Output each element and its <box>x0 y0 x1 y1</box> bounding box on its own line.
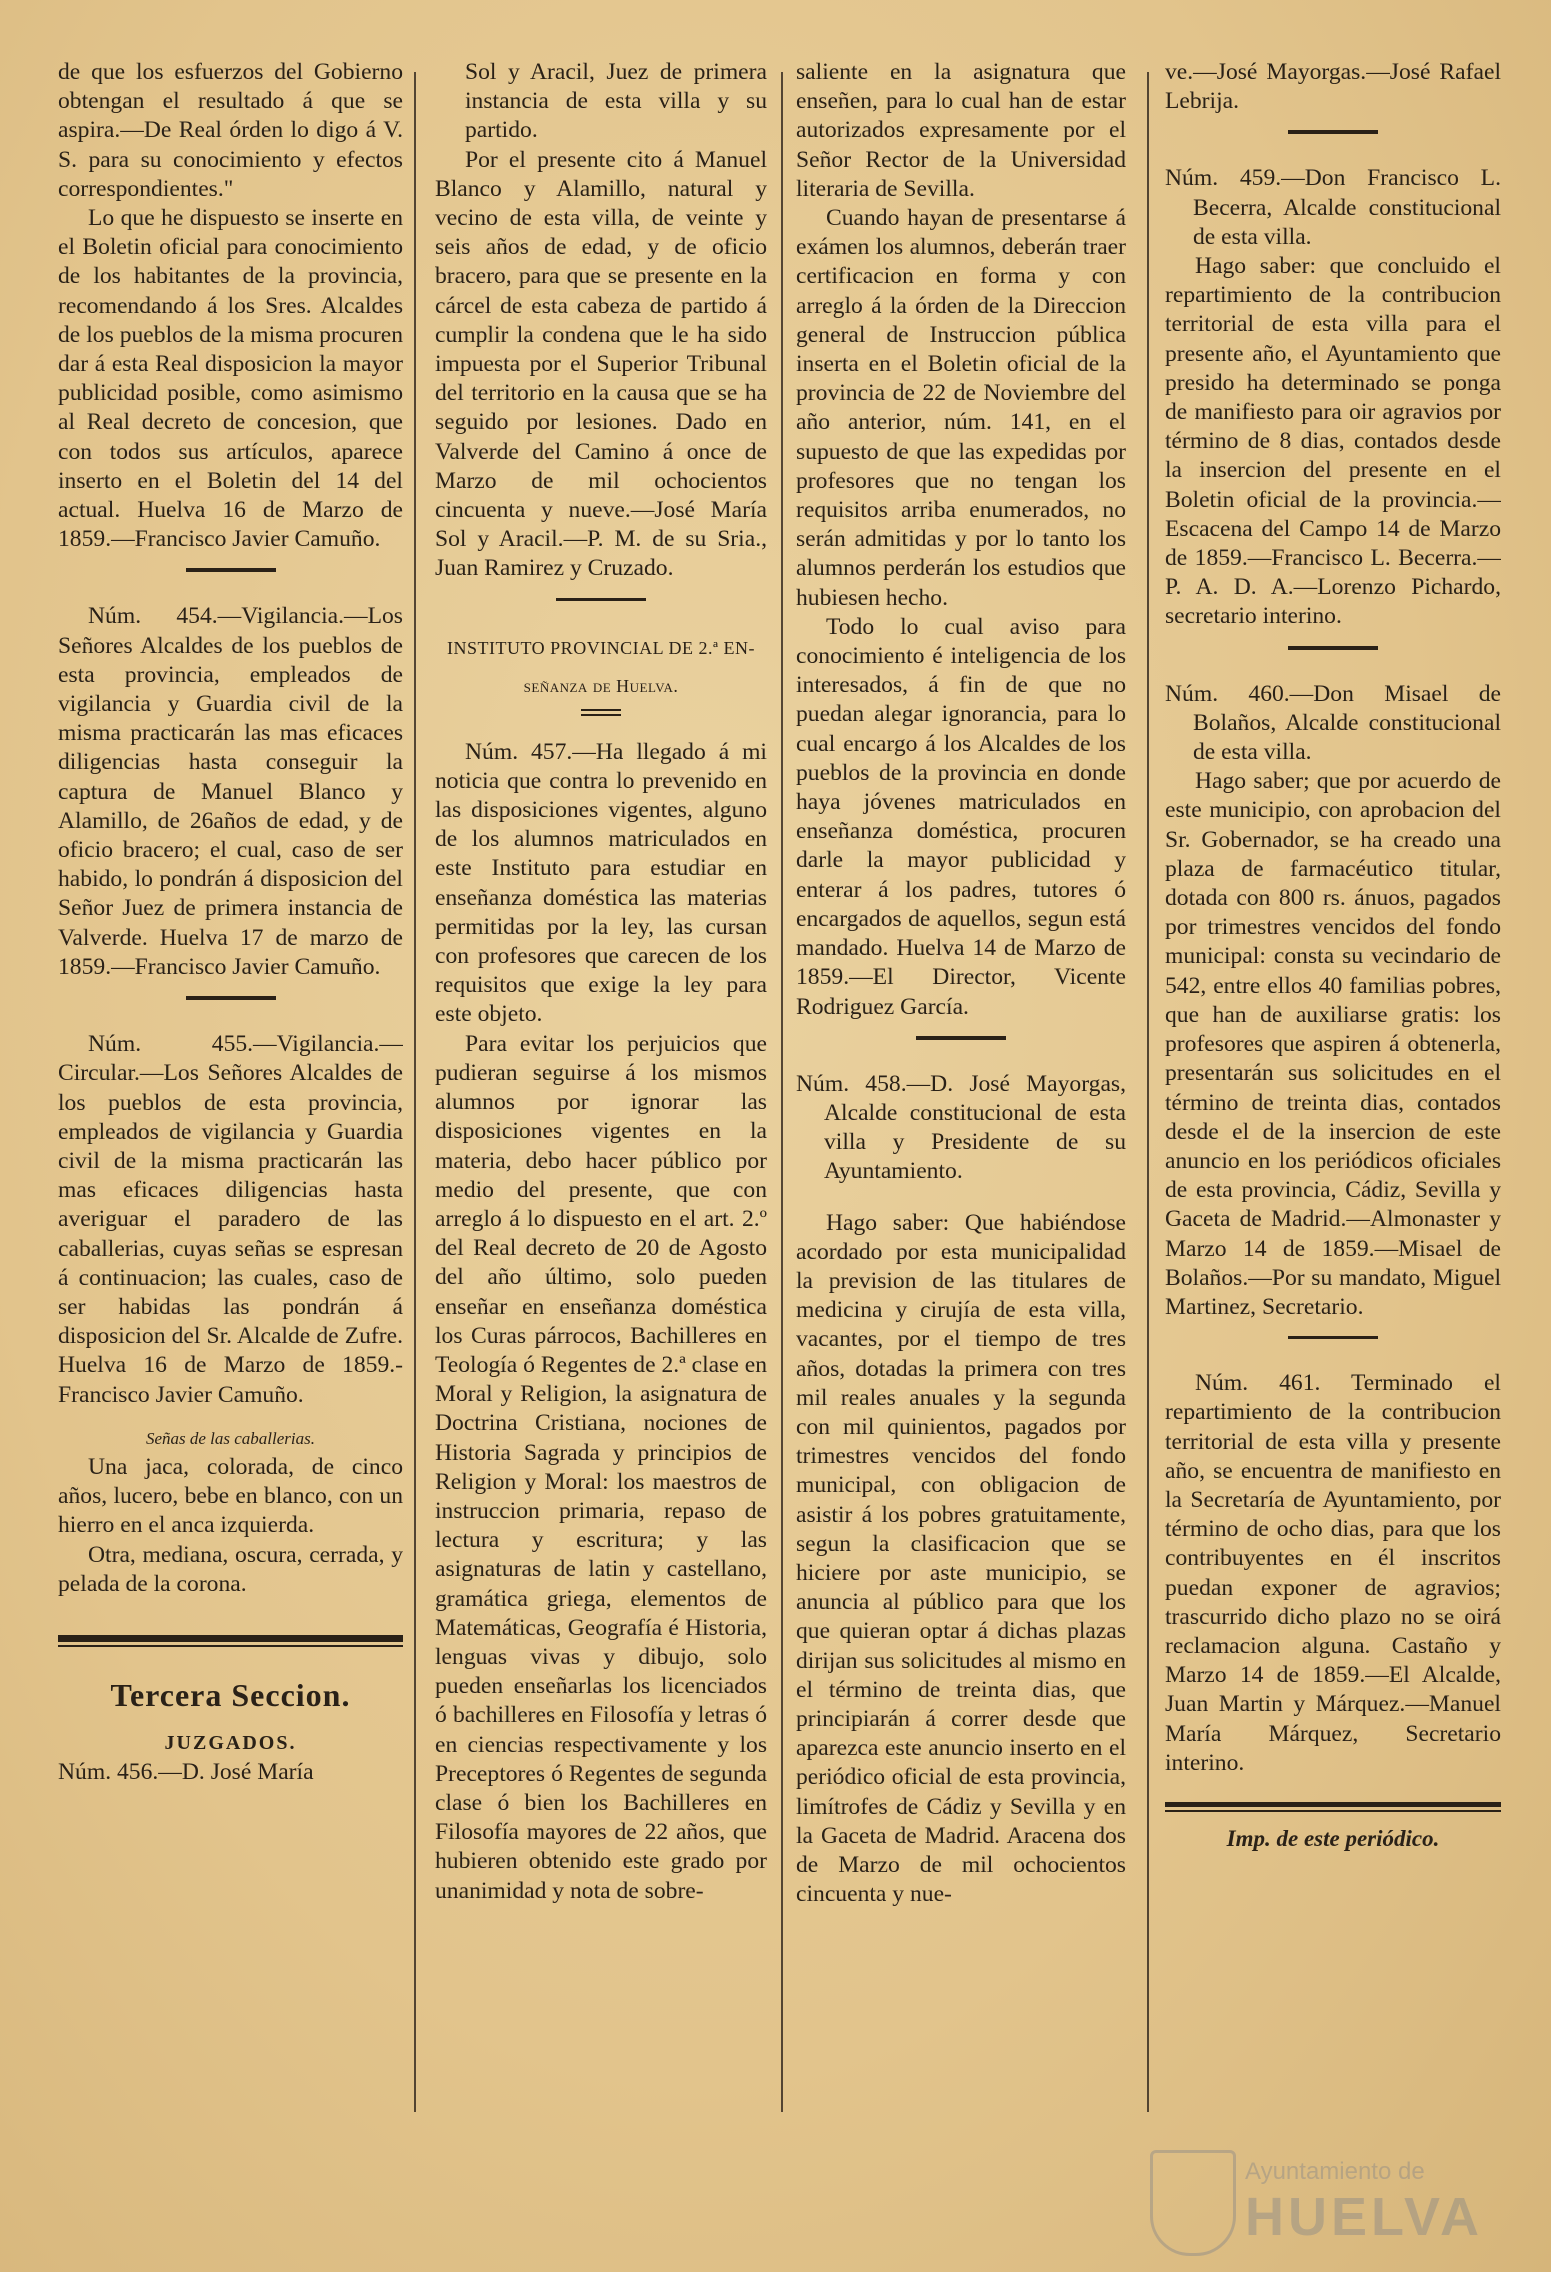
notice-461: Núm. 461. Terminado el repartimiento de la contribucion territorial de esta villa y presente año, se encuentra de manifiesto en la Secretaría de Ayuntamiento, por término de ocho dias, para que los contribuyentes en él inscritos puedan exponer de agravios; trascurrido dicho plazo no se oirá reclamacion alguna. Castaño y Marzo 14 de 1859.—El Alcalde, Juan Martin y Márquez.—Manuel María Márquez, Secretario interino. <box>1165 1370 1501 1776</box>
paragraph: Por el presente cito á Manuel Blanco y Alamillo, natural y vecino de esta villa, de veinte y seis años de edad, y de oficio bracero, para que se presente en la cárcel de esta cabeza de partido á cumplir la condena que le ha sido impuesta por el Superior Tribunal del territorio en la causa que se ha seguido por lesiones. Dado en Valverde del Camino á once de Marzo de mil ochocientos cincuenta y nueve.—José María Sol y Aracil.—P. M. de su Sria., Juan Ramirez y Cruzado. <box>435 146 767 582</box>
paragraph: Para evitar los perjuicios que pudieran seguirse á los mismos alumnos por ignorar las disposiciones vigentes en la materia, debo hacer público por medio del presente, que con arreglo á lo dispuesto en el art. 2.º del Real decreto de 20 de Agosto del año último, solo pueden enseñar en enseñanza doméstica los Curas párrocos, Bachilleres en Teología ó Regentes de 2.ª clase en Moral y Religion, la asignatura de Doctrina Cristiana, nociones de Historia Sagrada y principios de Religion y Moral: los maestros de instruccion primaria, repaso de lectura y escritura; y las asignaturas de latin y castellano, gramática griega, elementos de Matemáticas, Geografía é Historia, lenguas vivas y dibujo, solo pueden enseñarlas los licenciados ó bachilleres en Filosofía y letras ó en ciencias respectivamente y los Preceptores ó Regentes de segunda clase ó bien los Bachilleres en Filosofía mayores de 22 años, que hubieren obtenido este grado por unanimidad y nota de sobre- <box>435 1030 767 1904</box>
paragraph: Otra, mediana, oscura, cerrada, y pelada de la corona. <box>58 1541 403 1597</box>
notice-459-heading: Núm. 459.—Don Francisco L. Becerra, Alcalde constitucional de esta villa. <box>1165 165 1501 250</box>
paragraph: Una jaca, colorada, de cinco años, lucero, bebe en blanco, con un hierro en el anca izquierda. <box>58 1453 403 1539</box>
separator <box>186 568 276 572</box>
subheading-senas: Señas de las caballerias. <box>145 1428 316 1448</box>
section-subtitle: JUZGADOS. <box>164 1731 297 1754</box>
notice-458-heading: Núm. 458.—D. José Mayorgas, Alcalde constitucional de esta villa y Presidente de su Ayuntamiento. <box>796 1070 1126 1185</box>
column-4 <box>1165 58 1501 2148</box>
double-rule <box>581 709 621 716</box>
imprint: Imp. de este periódico. <box>1226 1825 1440 1851</box>
notice-455: Núm. 455.—Vigilancia.—Circular.—Los Señores Alcaldes de los pueblos de esta provincia, empleados de vigilancia y Guardia civil de la misma practicarán las mas eficaces diligencias hasta averiguar el paradero de las caballerias, cuyas señas se espresan á continuacion; las cuales, caso de ser habidas las pondrán á disposicion del Sr. Alcalde de Zufre. Huelva 16 de Marzo de 1859.-Francisco Javier Camuño. <box>58 1031 403 1408</box>
section-rule <box>1165 1810 1501 1812</box>
column-3 <box>796 58 1126 2148</box>
notice-456-start: Núm. 456.—D. José María <box>58 1759 314 1786</box>
notice-460-heading: Núm. 460.—Don Misael de Bolaños, Alcalde constitucional de esta villa. <box>1165 680 1501 766</box>
paragraph: de que los esfuerzos del Gobierno obtengan el resultado á que se aspira.—De Real órden lo digo á V. S. para su conocimiento y efectos correspondientes." <box>58 59 403 202</box>
shield-icon <box>1150 2150 1236 2256</box>
notice-457: Núm. 457.—Ha llegado á mi noticia que contra lo prevenido en las disposiciones vigentes, alguno de los alumnos matriculados en este Instituto para estudiar en enseñanza doméstica las materias permitidas por la ley, las cursan con profesores que carecen de los requisitos que exige la ley para este objeto. <box>435 738 767 1028</box>
section-rule <box>58 1645 403 1647</box>
paragraph: saliente en la asignatura que enseñen, para lo cual han de estar autorizados expresamente por el Señor Rector de la Universidad literaria de Sevilla. <box>796 59 1126 202</box>
separator <box>1288 646 1378 650</box>
column-rule <box>1147 72 1149 2112</box>
paragraph: Hago saber; que por acuerdo de este municipio, con aprobacion del Sr. Gobernador, se ha creado una plaza de farmacéutico titular, dotada con 800 rs. ánuos, pagados por trimestres vencidos del fondo municipal: consta su vecindario de 542, entre ellos 40 familias pobres, que han de auxiliarse gratis: los profesores que aspiren á obtenerla, presentarán sus solicitudes en el término de treinta dias, contados desde el de la insercion de este anuncio en los periódicos oficiales de esta provincia, Cádiz, Sevilla y Gaceta de Madrid.—Almonaster y Marzo 14 de 1859.—Misael de Bolaños.—Por su mandato, Miguel Martinez, Secretario. <box>1165 768 1501 1320</box>
paragraph: ve.—José Mayorgas.—José Rafael Lebrija. <box>1165 59 1501 115</box>
separator <box>1288 1336 1378 1339</box>
separator <box>1288 130 1378 134</box>
paragraph: Hago saber: que concluido el repartimiento de la contribucion territorial de esta villa para el presente año, el Ayuntamiento que presido ha determinado se ponga de manifiesto para oir agravios por término de 8 dias, contados desde la insercion del presente en el Boletin oficial de la provincia.—Escacena del Campo 14 de Marzo de 1859.—Francisco L. Becerra.—P. A. D. A.—Lorenzo Pichardo, secretario interino. <box>1165 253 1501 630</box>
column-rule <box>414 72 416 2112</box>
section-title: Tercera Seccion. <box>110 1676 351 1713</box>
paragraph: Lo que he dispuesto se inserte en el Boletin oficial para conocimiento de los habitantes de la provincia, recomendando á los Sres. Alcaldes de los pueblos de la misma procuren dar á esta Real disposicion la mayor publicidad posible, como asimismo al Real decreto de concesion, que con todos sus artículos, aparece inserto en el Boletin del 14 del actual. Huelva 16 de Marzo de 1859.—Francisco Javier Camuño. <box>58 205 403 553</box>
watermark-line-2: HUELVA <box>1245 2187 1483 2247</box>
section-rule <box>58 1635 403 1642</box>
archive-watermark <box>1150 2150 1483 2260</box>
separator <box>186 996 276 1000</box>
column-2 <box>435 58 767 2148</box>
paragraph: Hago saber: Que habiéndose acordado por esta municipalidad la prevision de las titulares de medicina y cirujía de esta villa, vacantes, por el tiempo de tres años, dotadas la primera con tres mil reales anuales y la segunda con mil quinientos, pagados por trimestres vencidos del fondo municipal, con obligacion de asistir á los pobres gratuitamente, segun la clasificacion que se hiciere por aste municipio, se anuncia al público para que los que quieran optar á dichas plazas dirijan sus solicitudes al mismo en el término de treinta dias, que principiarán á correr desde que aparezca este anuncio inserto en el periódico oficial de esta provincia, limítrofes de Cádiz y Sevilla y en la Gaceta de Madrid. Aracena dos de Marzo de mil ochocientos cincuenta y nue- <box>796 1209 1126 1908</box>
section-rule <box>1165 1802 1501 1807</box>
separator <box>916 1036 1006 1040</box>
watermark-line-1: Ayuntamiento de <box>1245 2158 1425 2185</box>
institute-title-cont: señanza de Huelva. <box>523 675 679 696</box>
paragraph: Cuando hayan de presentarse á exámen los alumnos, deberán traer certificacion en forma y con arreglo á la órden de la Direccion general de Instruccion pública inserta en el Boletin oficial de la provincia de 22 de Noviembre del año anterior, núm. 141, en el supuesto de que las expedidas por profesores que no tengan los requisitos arriba enumerados, no serán admitidas y por lo tanto los alumnos perderán los estudios que hubiesen hecho. <box>796 205 1126 611</box>
paragraph: Sol y Aracil, Juez de primera instancia de esta villa y su partido. <box>465 59 767 144</box>
separator <box>556 598 646 601</box>
column-rule <box>781 72 783 2112</box>
institute-title: INSTITUTO PROVINCIAL DE 2.ª EN- <box>447 637 755 658</box>
paragraph: Todo lo cual aviso para conocimiento é inteligencia de los interesados, á fin de que no puedan alegar ignorancia, para lo cual encargo á los Alcaldes de los pueblos de la provincia en donde haya jóvenes matriculados en enseñanza doméstica, procuren darle la mayor publicidad y enterar á los padres, tutores ó encargados de aquellos, segun está mandado. Huelva 14 de Marzo de 1859.—El Director, Vicente Rodriguez García. <box>796 613 1126 1020</box>
notice-454: Núm. 454.—Vigilancia.—Los Señores Alcaldes de los pueblos de esta provincia, empleados de vigilancia y Guardia civil de la misma practicarán las mas eficaces diligencias hasta conseguir la captura de Manuel Blanco y Alamillo, de 26años de edad, y de oficio bracero; el cual, caso de ser habido, lo pondrán á disposicion del Señor Juez de primera instancia de Valverde. Huelva 17 de marzo de 1859.—Francisco Javier Camuño. <box>58 603 403 980</box>
column-1 <box>58 58 403 2148</box>
